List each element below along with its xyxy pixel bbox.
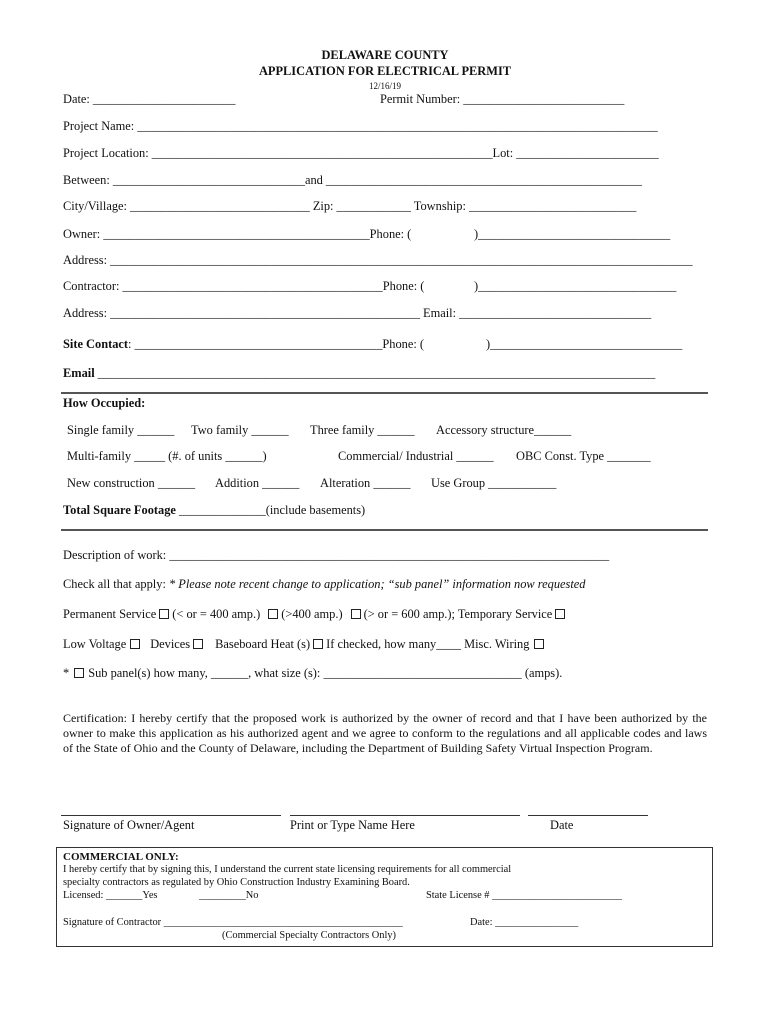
owner-signature-line — [61, 815, 281, 816]
contractor-signature-field[interactable]: Signature of Contractor ______________________________________________ — [63, 917, 403, 928]
devices-label: Devices — [150, 637, 191, 651]
section-divider — [61, 392, 708, 394]
city-village-field[interactable]: City/Village: _____________________________ Zip: ____________ Township: ___________________________ — [63, 199, 637, 213]
form-title: APPLICATION FOR ELECTRICAL PERMIT — [258, 64, 512, 78]
project-location-field[interactable]: Project Location: _______________________________________________________Lot: _______________________ — [63, 146, 659, 160]
devices-checkbox[interactable] — [193, 639, 203, 649]
service-row — [63, 608, 568, 620]
sub-panel-label: Sub panel(s) how many, ______, what size (s): ________________________________ (amps). — [88, 666, 563, 680]
obc-const-type-field[interactable]: OBC Const. Type _______ — [516, 449, 651, 463]
licensed-yes-field[interactable]: Licensed: _______Yes — [63, 890, 158, 901]
date-field[interactable]: Date: _______________________ — [63, 92, 236, 106]
state-license-field[interactable]: State License # _________________________ — [426, 890, 622, 901]
site-contact-phone-field[interactable]: )_______________________________ — [486, 337, 683, 351]
between-field[interactable]: Between: _______________________________and ___________________________________________________ — [63, 173, 642, 187]
asterisk: * — [63, 666, 70, 680]
print-name-label[interactable]: Print or Type Name Here — [290, 818, 415, 832]
site-contact-label: Site Contact — [63, 337, 129, 351]
ge-600-amp-checkbox[interactable] — [351, 609, 361, 619]
multi-family-field[interactable]: Multi-family _____ (#. of units ______) — [67, 449, 267, 463]
county-title: DELAWARE COUNTY — [321, 48, 449, 62]
owner-address-field[interactable]: Address: ______________________________________________________________________________________________ — [63, 253, 693, 267]
le-400-amp-label: (< or = 400 amp.) — [172, 607, 261, 621]
use-group-field[interactable]: Use Group ___________ — [431, 476, 557, 490]
project-name-field[interactable]: Project Name: ____________________________________________________________________________________ — [63, 119, 658, 133]
owner-signature-label[interactable]: Signature of Owner/Agent — [63, 818, 195, 832]
check-all-instructions — [63, 578, 586, 590]
contractor-date-field[interactable]: Date: ________________ — [470, 917, 579, 928]
description-of-work-field[interactable]: Description of work: _______________________________________________________________________ — [63, 548, 610, 562]
two-family-field[interactable]: Two family ______ — [191, 423, 289, 437]
signature-date-label[interactable]: Date — [550, 818, 574, 832]
single-family-field[interactable]: Single family ______ — [67, 423, 175, 437]
low-voltage-label: Low Voltage — [63, 637, 127, 651]
misc-wiring-checkbox[interactable] — [534, 639, 544, 649]
email-line: __________________________________________________________________________________________ — [94, 366, 656, 380]
commercial-only-heading: COMMERCIAL ONLY: — [63, 851, 179, 863]
gt-400-amp-label: (>400 amp.) — [281, 607, 343, 621]
accessory-structure-field[interactable]: Accessory structure______ — [436, 423, 572, 437]
contractor-phone-field[interactable]: )________________________________ — [474, 279, 677, 293]
email-field[interactable] — [63, 367, 655, 379]
commercial-industrial-field[interactable]: Commercial/ Industrial ______ — [338, 449, 494, 463]
alteration-field[interactable]: Alteration ______ — [320, 476, 411, 490]
permanent-service-checkbox[interactable] — [159, 609, 169, 619]
how-occupied-heading: How Occupied: — [63, 396, 146, 410]
sub-panel-note: * Please note recent change to application; “sub panel” information now requested — [168, 577, 586, 591]
how-many-misc-label: If checked, how many____ Misc. Wiring — [326, 637, 530, 651]
baseboard-heat-label: Baseboard Heat (s) — [215, 637, 311, 651]
addition-field[interactable]: Addition ______ — [215, 476, 300, 490]
temporary-service-checkbox[interactable] — [555, 609, 565, 619]
contractor-address-field[interactable]: Address: __________________________________________________ Email: _______________________________ — [63, 306, 652, 320]
total-square-footage-field[interactable] — [63, 504, 365, 516]
revision-date: 12/16/19 — [368, 81, 401, 91]
baseboard-heat-checkbox[interactable] — [313, 639, 323, 649]
owner-field[interactable]: Owner: ___________________________________________Phone: ( — [63, 227, 412, 241]
square-footage-line: ______________(include basements) — [175, 503, 366, 517]
three-family-field[interactable]: Three family ______ — [310, 423, 415, 437]
licensed-no-field[interactable]: _________No — [199, 890, 259, 901]
commercial-cert-line-2: specialty contractors as regulated by Ohio Construction Industry Examining Board. — [63, 877, 410, 888]
section-divider — [61, 529, 708, 531]
sub-panel-checkbox[interactable] — [74, 668, 84, 678]
commercial-cert-line-1: I hereby certify that by signing this, I understand the current state licensing requirements for all commercial — [63, 864, 512, 875]
email-label: Email — [63, 366, 95, 380]
gt-400-amp-checkbox[interactable] — [268, 609, 278, 619]
commercial-contractors-note: (Commercial Specialty Contractors Only) — [222, 930, 396, 941]
owner-phone-field[interactable]: )_______________________________ — [474, 227, 671, 241]
site-contact-line: : ________________________________________Phone: ( — [128, 337, 425, 351]
check-all-prefix: Check all that apply: — [63, 577, 169, 591]
low-voltage-checkbox[interactable] — [130, 639, 140, 649]
site-contact-field[interactable] — [63, 338, 424, 350]
new-construction-field[interactable]: New construction ______ — [67, 476, 196, 490]
certification-text: Certification: I hereby certify that the proposed work is authorized by the owner of record and that I have been authorized by the owner to make this application as his authorized agent and we agree to conform to the regulations and all applicable codes and laws of the State of Ohio and the County of Delaware, including the Department of Building Safety Virtual Inspection Program. — [63, 711, 707, 755]
permanent-service-label: Permanent Service — [63, 607, 157, 621]
date-line — [528, 815, 648, 816]
contractor-field[interactable]: Contractor: __________________________________________Phone: ( — [63, 279, 425, 293]
sub-panel-row — [63, 667, 562, 679]
permit-number-field[interactable]: Permit Number: __________________________ — [380, 92, 625, 106]
print-name-line — [290, 815, 520, 816]
wiring-row — [63, 638, 547, 650]
square-footage-label: Total Square Footage — [63, 503, 176, 517]
ge-600-temporary-label: (> or = 600 amp.); Temporary Service — [363, 607, 553, 621]
